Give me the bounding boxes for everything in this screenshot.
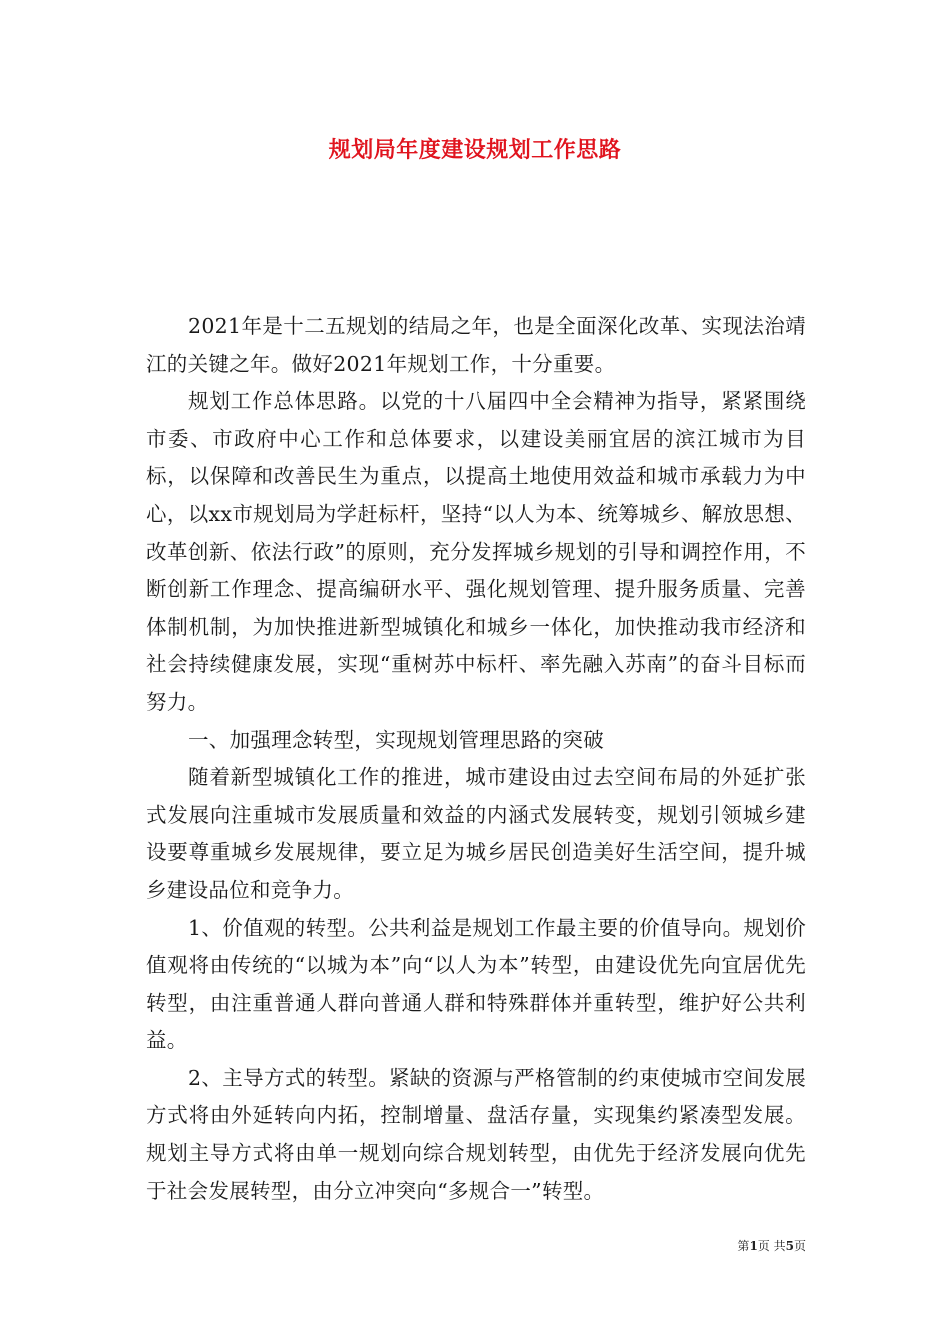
paragraph-mode-transformation: 2、主导方式的转型。紧缺的资源与严格管制的约束使城市空间发展方式将由外延转向内拓，控制增量、盘活存量，实现集约紧凑型发展。规划主导方式将由单一规划向综合规划转型，由优先于经济发展向优先于社会发展转型，由分立冲突向“多规合一”转型。 <box>146 1065 806 1203</box>
paragraph-overall-approach: 规划工作总体思路。以党的十八届四中全会精神为指导，紧紧围绕市委、市政府中心工作和总体要求，以建设美丽宜居的滨江城市为目标，以保障和改善民生为重点，以提高土地使用效益和城市承载力为中心，以xx市规划局为学赶标杆，坚持“以人为本、统筹城乡、解放思想、改革创新、依法行政”的原则，充分发挥城乡规划的引导和调控作用，不断创新工作理念、提高编研水平、强化规划管理、提升服务质量、完善体制机制，为加快推进新型城镇化和城乡一体化，加快推动我市经济和社会持续健康发展，实现“重树苏中标杆、率先融入苏南”的奋斗目标而努力。 <box>146 389 806 714</box>
footer-total-pages: 5 <box>785 1239 794 1253</box>
section-heading-1: 一、加强理念转型，实现规划管理思路的突破 <box>188 727 604 752</box>
document-title: 规划局年度建设规划工作思路 <box>328 137 622 163</box>
footer-prefix: 第 <box>737 1239 750 1253</box>
footer-middle: 页 共 <box>757 1239 786 1253</box>
footer-current-page: 1 <box>749 1239 758 1253</box>
paragraph-intro: 2021年是十二五规划的结局之年，也是全面深化改革、实现法治靖江的关键之年。做好2021年规划工作，十分重要。 <box>146 314 806 376</box>
paragraph-value-transformation: 1、价值观的转型。公共利益是规划工作最主要的价值导向。规划价值观将由传统的“以城为本”向“以人为本”转型，由建设优先向宜居优先转型，由注重普通人群向普通人群和特殊群体并重转型，维护好公共利益。 <box>146 915 806 1053</box>
page-number-footer <box>690 1237 806 1254</box>
paragraph-section-1: 随着新型城镇化工作的推进，城市建设由过去空间布局的外延扩张式发展向注重城市发展质量和效益的内涵式发展转变，规划引领城乡建设要尊重城乡发展规律，要立足为城乡居民创造美好生活空间，提升城乡建设品位和竞争力。 <box>146 765 806 902</box>
footer-suffix: 页 <box>793 1239 806 1253</box>
document-body <box>146 308 806 1210</box>
